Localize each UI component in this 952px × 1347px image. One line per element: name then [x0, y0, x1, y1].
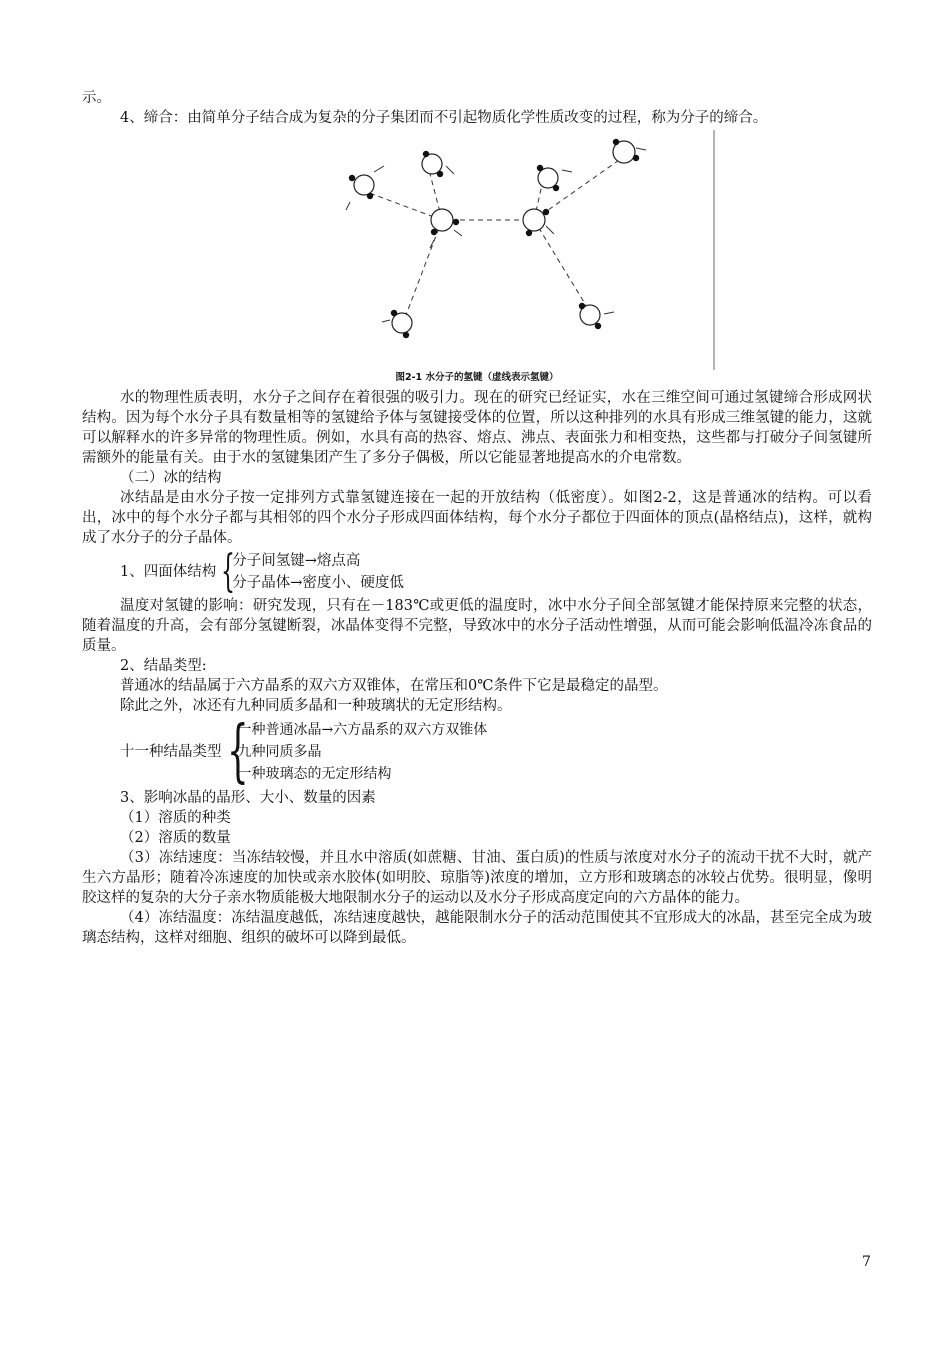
eleven-crystal-types-item [82, 712, 872, 791]
factors-heading: 3、影响冰晶的晶形、大小、数量的因素 [120, 790, 376, 806]
page-number: 7 [862, 1254, 871, 1270]
hexagonal-paragraph: 普通冰的结晶属于六方晶系的双六方双锥体，在常压和0℃条件下它是最稳定的晶型。 [120, 678, 668, 694]
ice-crystal-paragraph: 冰结晶是由水分子按一定排列方式靠氢键连接在一起的开放结构（低密度）。如图2-2，这是普通冰的结构。可以看出，冰中的每个水分子都与其相邻的四个水分子形成四面体结构，每个水分子都位于四面体的顶点(晶格结点)，这样，就构成了水分子的分子晶体。 [82, 490, 872, 546]
factor-1: （1）溶质的种类 [120, 810, 231, 826]
factor-4: （4）冻结温度：冻结温度越低，冻结速度越快，越能限制水分子的活动范围使其不宜形成大的冰晶，甚至完全成为玻璃态结构，这样对细胞、组织的破坏可以降到最低。 [82, 910, 872, 946]
brace-icon: { [221, 546, 236, 597]
figure-caption: 图2-1 水分子的氢键（虚线表示氢键） [395, 372, 559, 383]
factor-2: （2）溶质的数量 [120, 830, 231, 846]
besides-paragraph: 除此之外，冰还有九种同质多晶和一种玻璃状的无定形结构。 [120, 698, 512, 714]
factor-3: （3）冻结速度：当冻结较慢，并且水中溶质(如蔗糖、甘油、蛋白质)的性质与浓度对水分子的流动干扰不大时，就产生六方晶形；随着冷冻速度的加快或亲水胶体(如明胶、琼脂等)浓度的增加，立方形和玻璃态的冰较占优势。很明显，像明胶这样的复杂的大分子亲水物质能极大地限制水分子的运动以及水分子形成高度定向的六方晶体的能力。 [82, 850, 872, 906]
document-page [82, 88, 872, 948]
temperature-effect-paragraph: 温度对氢键的影响：研究发现，只有在－183℃或更低的温度时，冰中水分子间全部氢键才能保持原来完整的状态，随着温度的升高，会有部分氢键断裂，冰晶体变得不完整，导致冰中的水分子活动性增强，从而可能会影响低温冷冻食品的质量。 [82, 598, 872, 654]
tetrahedral-structure-item [82, 546, 872, 597]
brace-icon: { [226, 712, 249, 791]
hydrogen-bond-figure [82, 130, 872, 388]
section-heading-ice-structure: （二）冰的结构 [120, 470, 222, 486]
eleven-types-label: 十一种结晶类型 [120, 744, 222, 760]
association-paragraph: 4、缔合：由简单分子结合成为复杂的分子集团而不引起物质化学性质改变的过程，称为分子的缔合。 [120, 110, 768, 126]
water-molecule-oxygen [354, 141, 635, 333]
tetrahedral-label: 1、四面体结构 [120, 564, 217, 580]
water-molecule-diagram [334, 130, 744, 370]
eleven-types-line-2: 九种同质多晶 [237, 744, 322, 760]
tetrahedral-line-2: 分子晶体→密度小、硬度低 [232, 575, 404, 591]
tetrahedral-line-1: 分子间氢键→熔点高 [232, 553, 361, 569]
eleven-types-line-1: 一种普通冰晶→六方晶系的双六方双锥体 [237, 722, 488, 738]
top-fragment: 示。 [82, 90, 111, 106]
physical-properties-paragraph: 水的物理性质表明，水分子之间存在着很强的吸引力。现在的研究已经证实，水在三维空间可通过氢键缔合形成网状结构。因为每个水分子具有数量相等的氢键给予体与氢键接受体的位置，所以这种排列的水具有形成三维氢键的能力，这就可以解释水的许多异常的物理性质。例如，水具有高的热容、熔点、沸点、表面张力和相变热，这些都与打破分子间氢键所需额外的能量有关。由于水的氢键集团产生了多分子偶极，所以它能显著地提高水的介电常数。 [82, 390, 872, 466]
crystal-types-heading: 2、结晶类型: [120, 658, 207, 674]
eleven-types-line-3: 一种玻璃态的无定形结构 [237, 766, 392, 782]
